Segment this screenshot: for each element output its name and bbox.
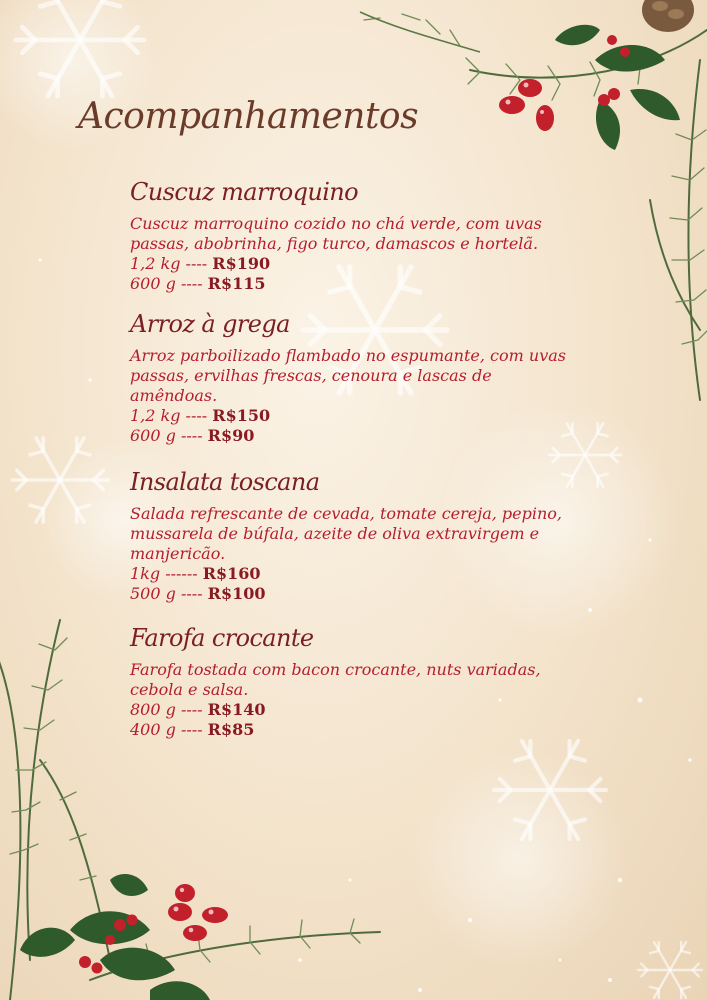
dish-name: Cuscuz marroquino: [130, 178, 358, 206]
pinecone-icon: [642, 0, 694, 32]
price-value: R$160: [202, 564, 261, 583]
price-size: 800 g ----: [130, 700, 208, 719]
dish-item: [130, 308, 570, 446]
price-value: R$190: [212, 254, 271, 273]
snowflake-icon: [638, 942, 702, 998]
price-line: [130, 564, 570, 584]
price-line: [130, 274, 570, 294]
price-line: [130, 426, 570, 446]
dish-name: Insalata toscana: [130, 468, 320, 496]
dish-item: [130, 176, 570, 294]
price-size: 1,2 kg ----: [130, 254, 213, 273]
price-line: [130, 584, 570, 604]
price-line: [130, 406, 570, 426]
dish-description: Farofa tostada com bacon crocante, nuts variadas, cebola e salsa.: [130, 660, 541, 699]
price-value: R$85: [207, 720, 255, 739]
price-line: [130, 700, 570, 720]
price-size: 1,2 kg ----: [130, 406, 213, 425]
price-value: R$100: [207, 584, 266, 603]
dish-description: Arroz parboilizado flambado no espumante, com uvas passas, ervilhas frescas, cenoura e lascas de amêndoas.: [130, 346, 566, 405]
dish-description: Salada refrescante de cevada, tomate cereja, pepino, mussarela de búfala, azeite de oliva extravirgem e manjericão.: [130, 504, 563, 563]
price-value: R$90: [207, 426, 255, 445]
price-value: R$140: [207, 700, 266, 719]
dish-item: [130, 466, 570, 604]
price-size: 500 g ----: [130, 584, 208, 603]
dish-name: Arroz à grega: [130, 310, 290, 338]
price-size: 1kg ------: [130, 564, 203, 583]
price-value: R$150: [212, 406, 271, 425]
dish-name: Farofa crocante: [130, 624, 314, 652]
menu-list: [130, 176, 570, 740]
price-value: R$115: [207, 274, 266, 293]
price-size: 400 g ----: [130, 720, 208, 739]
dish-description: Cuscuz marroquino cozido no chá verde, com uvas passas, abobrinha, figo turco, damascos e hortelã.: [130, 214, 542, 253]
price-size: 600 g ----: [130, 274, 208, 293]
price-size: 600 g ----: [130, 426, 208, 445]
dish-item: [130, 622, 570, 740]
price-line: [130, 254, 570, 274]
page-title: Acompanhamentos: [78, 96, 419, 137]
price-line: [130, 720, 570, 740]
